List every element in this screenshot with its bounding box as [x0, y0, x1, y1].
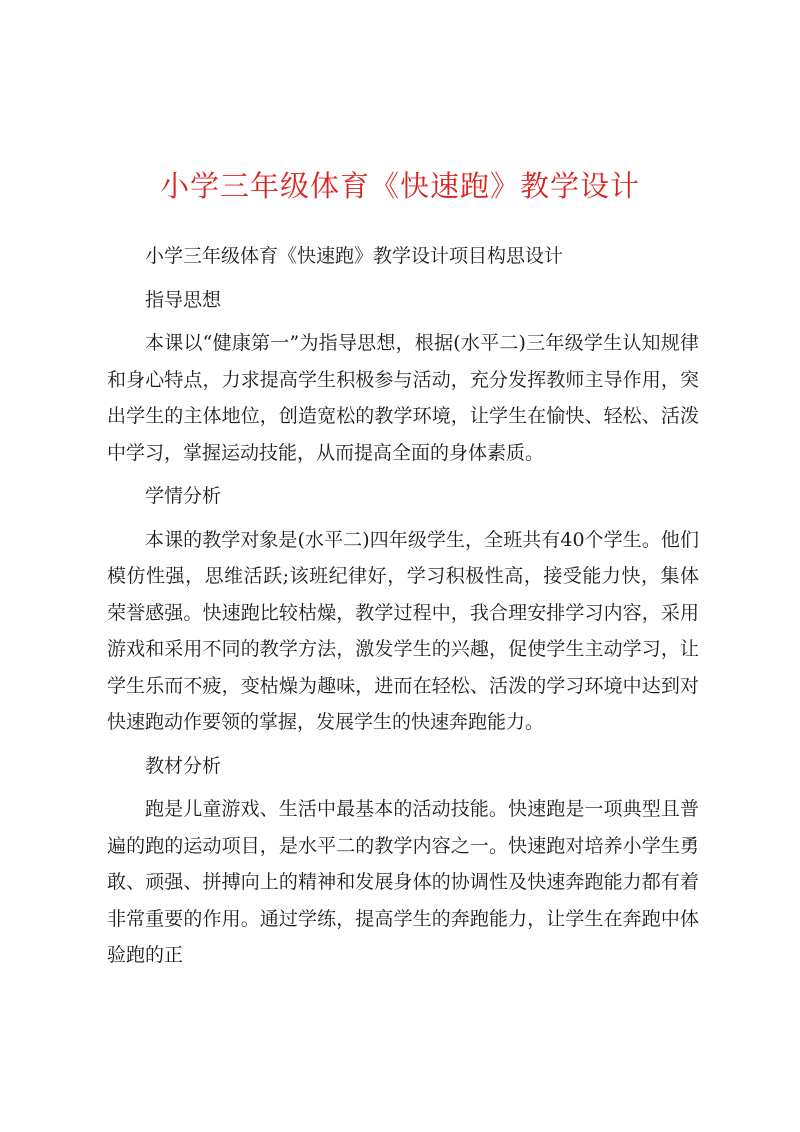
paragraph-guiding-ideology: 本课以“健康第一”为指导思想，根据(水平二)三年级学生认知规律和身心特点，力求提高学生积极参与活动，充分发挥教师主导作用，突出学生的主体地位，创造宽松的教学环境，让学生在愉快、轻松、活泼中学习，掌握运动技能，从而提高全面的身体素质。 — [107, 332, 699, 464]
section-heading-guiding-ideology: 指导思想 — [145, 288, 222, 311]
section-heading-student-analysis: 学情分析 — [145, 485, 222, 507]
paragraph-student-analysis: 本课的教学对象是(水平二)四年级学生，全班共有40个学生。他们模仿性强，思维活跃;该班纪律好，学习积极性高，接受能力快，集体荣誉感强。快速跑比较枯燥，教学过程中，我合理安排学习内容，采用游戏和采用不同的教学方法，激发学生的兴趣，促使学生主动学习，让学生乐而不疲，变枯燥为趣味，进而在轻松、活泼的学习环境中达到对快速跑动作要领的掌握，发展学生的快速奔跑能力。 — [107, 528, 699, 733]
document-body — [107, 238, 699, 974]
section-heading-project-design: 小学三年级体育《快速跑》教学设计项目构思设计 — [145, 245, 564, 267]
section-heading-material-analysis: 教材分析 — [145, 754, 222, 777]
paragraph-material-analysis: 跑是儿童游戏、生活中最基本的活动技能。快速跑是一项典型且普遍的跑的运动项目，是水平二的教学内容之一。快速跑对培养小学生勇敢、顽强、拼搏向上的精神和发展身体的协调性及快速奔跑能力都有着非常重要的作用。通过学练，提高学生的奔跑能力，让学生在奔跑中体验跑的正 — [107, 798, 699, 966]
document-title: 小学三年级体育《快速跑》教学设计 — [159, 169, 640, 203]
